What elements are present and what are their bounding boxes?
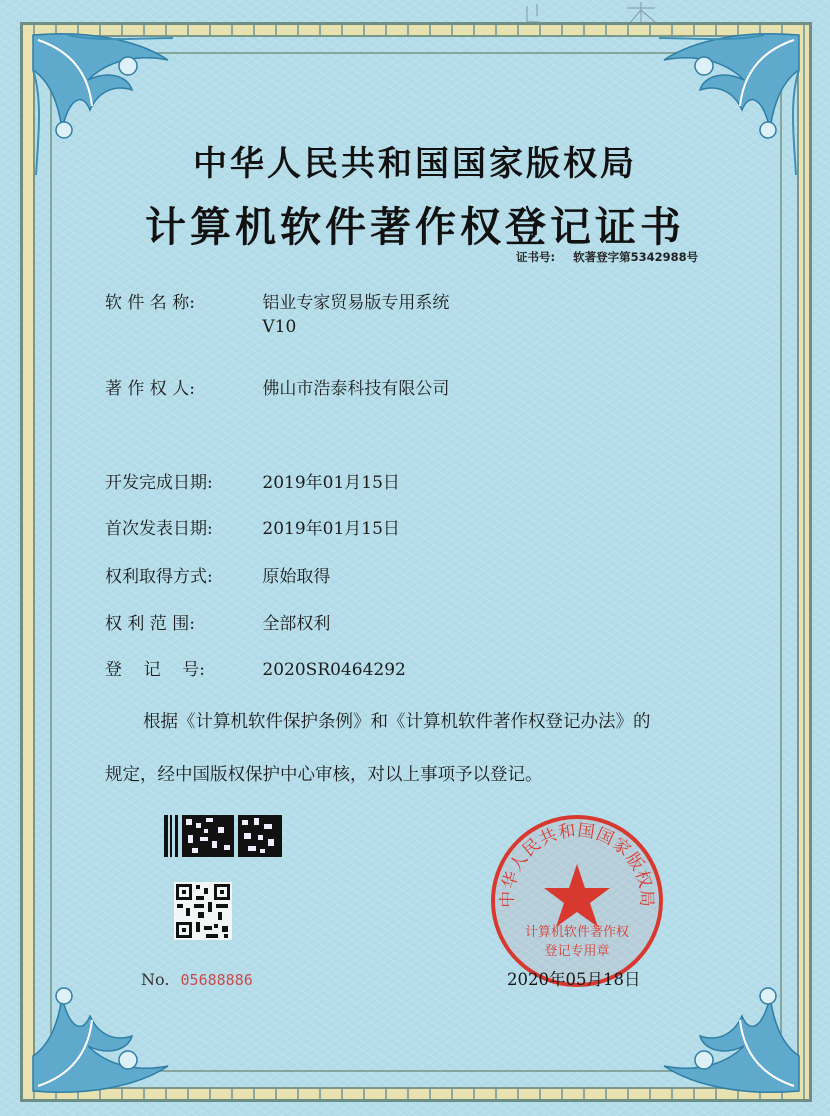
software-name-line1: 铝业专家贸易版专用系统 [262,293,450,313]
issue-date: 2020年05月18日 [507,970,641,989]
field-label: 权 利 范 围: [105,614,195,634]
issuing-authority: 中华人民共和国国家版权局 [193,144,637,184]
field-registration-number [105,658,406,682]
field-value: 佛山市浩泰科技有限公司 [262,379,450,399]
field-rights-scope [105,612,330,636]
qr-code [174,882,232,940]
software-name-version: V10 [262,317,297,337]
field-software-name [105,291,449,339]
statement-line-2: 规定，经中国版权保护中心审核，对以上事项予以登记。 [105,765,543,785]
seal-arc-text: 中华人民共和国国家版权局 [497,820,657,909]
field-copyright-owner [105,377,449,401]
official-seal [488,812,666,990]
field-value: 2019年01月15日 [262,519,400,539]
seal-text-line2: 登记专用章 [544,944,610,959]
field-first-publication-date [105,517,400,541]
field-value: 全部权利 [262,614,331,634]
field-value: 2019年01月15日 [262,473,400,493]
field-label: 首次发表日期: [105,519,213,539]
statement-line-1: 根据《计算机软件保护条例》和《计算机软件著作权登记办法》的 [143,712,651,732]
serial-label: No. [141,970,170,989]
barcode [164,815,284,857]
certificate-number [516,249,698,265]
field-value: 2020SR0464292 [262,660,406,680]
corner-ornament-bottom-right [654,946,804,1096]
serial-number [141,970,253,989]
serial-value: 05688886 [180,971,253,989]
certificate-title: 计算机软件著作权登记证书 [145,203,685,251]
corner-ornament-bottom-left [28,946,178,1096]
field-value: 原始取得 [262,567,331,587]
field-acquisition-method [105,565,330,589]
certificate-number-value: 软著登字第5342988号 [573,250,699,264]
field-label: 软 件 名 称: [105,293,195,313]
field-development-date [105,471,400,495]
field-label: 著 作 权 人: [105,379,195,399]
field-label: 权利取得方式: [105,567,213,587]
certificate-number-label: 证书号: [516,250,556,264]
field-value [262,291,449,339]
field-label: 开发完成日期: [105,473,213,493]
field-label: 登 记 号: [105,660,205,680]
seal-text-line1: 计算机软件著作权 [524,925,630,940]
